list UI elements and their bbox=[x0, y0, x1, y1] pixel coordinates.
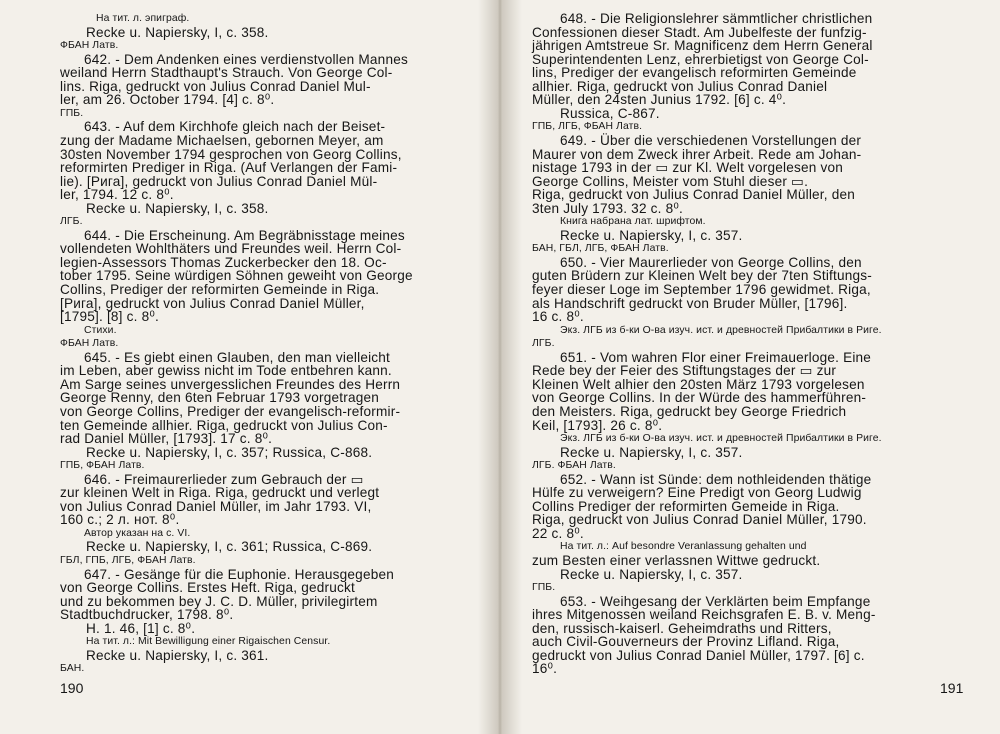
text-line: 650. - Vier Maurerlieder von George Collins, den bbox=[560, 254, 862, 270]
text-line: 647. - Gesänge für die Euphonie. Herausgegeben bbox=[84, 566, 394, 582]
text-line: 645. - Es giebt einen Glauben, den man vielleicht bbox=[84, 349, 391, 365]
text-line: jährigen Amtstreue Sr. Magnificenz dem Herrn General bbox=[532, 38, 873, 54]
text-line: ЛГБ. bbox=[60, 216, 83, 228]
text-line: Книга набрана лат. шрифтом. bbox=[560, 216, 706, 228]
text-line: legien-Assessors Thomas Zuckerbecker den 18. Oc- bbox=[60, 254, 387, 270]
text-line: weiland Herrn Stadthaupt's Strauch. Von George Col- bbox=[60, 65, 393, 81]
text-line: von George Collins, Prediger der evangelisch-reformir- bbox=[60, 403, 401, 419]
text-line: Recke u. Napiersky, I, c. 357. bbox=[560, 566, 743, 582]
text-line: Автор указан на с. VI. bbox=[84, 527, 191, 539]
text-line: 30sten November 1794 gesprochen von Georg Collins, bbox=[60, 146, 402, 162]
text-line: ГПБ, ФБАН Латв. bbox=[60, 460, 145, 472]
text-line: Recke u. Napiersky, I, c. 357. bbox=[560, 444, 743, 460]
text-line: Keil, [1793]. 26 c. 8⁰. bbox=[532, 417, 663, 433]
text-line: 651. - Vom wahren Flor einer Freimauerloge. Eine bbox=[560, 349, 872, 365]
text-line: Rede bey der Feier des Stiftungstages der ▭ zur bbox=[532, 363, 837, 379]
text-line: Kleinen Welt alhier den 20sten März 1793 vorgelesen bbox=[532, 376, 865, 392]
text-line: ihres Mitgenossen weiland Reichsgrafen E. B. v. Meng- bbox=[532, 607, 876, 623]
text-line: 646. - Freimaurerlieder zum Gebrauch der ▭ bbox=[84, 471, 364, 487]
text-line: guten Brüdern zur Kleinen Welt bey der 7ten Stiftungs- bbox=[532, 268, 873, 284]
text-line: 22 c. 8⁰. bbox=[532, 525, 584, 541]
text-line: den Meisters. Riga, gedruckt bey George Friedrich bbox=[532, 403, 847, 419]
text-line: 642. - Dem Andenken eines verdienstvollen Mannes bbox=[84, 51, 408, 67]
text-line: 644. - Die Erscheinung. Am Begräbnisstage meines bbox=[84, 227, 405, 243]
text-line: Riga, gedruckt von Julius Conrad Daniel Müller, den bbox=[532, 187, 856, 203]
text-line: George Renny, den 6ten Februar 1793 vorgetragen bbox=[60, 390, 379, 406]
right-page bbox=[500, 0, 1000, 734]
text-line: und zu bekommen bey J. C. D. Müller, privilegirtem bbox=[60, 593, 378, 609]
text-line: lins. Riga, gedruckt von Julius Conrad Daniel Mul- bbox=[60, 78, 371, 94]
text-line: ФБАН Латв. bbox=[60, 338, 119, 350]
text-line: von Julius Conrad Daniel Müller, im Jahr 1793. VI, bbox=[60, 498, 372, 514]
text-line: Recke u. Napiersky, I, c. 358. bbox=[86, 200, 269, 216]
text-line: im Leben, aber gewiss nicht im Tode entbehren kann. bbox=[60, 363, 392, 379]
text-line: Collins Prediger der reformirten Gemeide in Riga. bbox=[532, 498, 840, 514]
text-line: Confessionen dieser Stadt. Am Jubelfeste der funfzig- bbox=[532, 24, 867, 40]
text-line: 648. - Die Religionslehrer sämmtlicher christlichen bbox=[560, 11, 873, 26]
text-line: nistage 1793 in der ▭ zur Kl. Welt vorgelesen von bbox=[532, 160, 844, 176]
text-line: als Handschrift gedruckt von Bruder Müller, [1796]. bbox=[532, 295, 848, 311]
text-line: 653. - Weihgesang der Verklärten beim Empfange bbox=[560, 593, 871, 609]
text-line: tober 1795. Seine würdigen Söhnen geweiht von George bbox=[60, 268, 413, 284]
text-line: Экз. ЛГБ из б-ки О-ва изуч. ист. и древностей Прибалтики в Риге. bbox=[560, 324, 882, 336]
text-line: Riga, gedruckt von Julius Conrad Daniel Müller, 1790. bbox=[532, 512, 867, 528]
text-line: БАН, ГБЛ, ЛГБ, ФБАН Латв. bbox=[532, 243, 669, 255]
text-line: На тит. л. эпиграф. bbox=[96, 13, 190, 24]
text-line: feyer dieser Loge im September 1796 gewidmet. Riga, bbox=[532, 282, 871, 297]
text-line: reformirten Prediger in Riga. (Auf Verlangen der Fami- bbox=[60, 160, 398, 176]
text-line: zur kleinen Welt in Riga. Riga, gedruckt und verlegt bbox=[60, 485, 380, 501]
text-line: den, russisch-kaiserl. Geheimdraths und Ritters, bbox=[532, 620, 832, 636]
text-line: Recke u. Napiersky, I, c. 358. bbox=[86, 24, 269, 40]
text-line: БАН. bbox=[60, 663, 85, 675]
text-line: Russica, C-867. bbox=[560, 105, 660, 121]
text-line: 652. - Wann ist Sünde: dem nothleidenden thätige bbox=[560, 471, 872, 487]
text-line: [1795]. [8] c. 8⁰. bbox=[60, 309, 159, 325]
text-line: Recke u. Napiersky, I, c. 357. bbox=[560, 227, 743, 243]
text-line: ФБАН Латв. bbox=[60, 40, 119, 52]
text-line: von George Collins. Erstes Heft. Riga, gedruckt bbox=[60, 580, 355, 596]
text-line: lie). [Рига], gedruckt von Julius Conrad Daniel Mül- bbox=[60, 173, 378, 189]
text-line: 16⁰. bbox=[532, 661, 558, 677]
text-line: Müller, den 24sten Junius 1792. [6] c. 4⁰. bbox=[532, 92, 787, 108]
text-line: ГБЛ, ГПБ, ЛГБ, ФБАН Латв. bbox=[60, 555, 196, 566]
text-line: ГПБ, ЛГБ, ФБАН Латв. bbox=[532, 121, 643, 133]
text-line: gedruckt von Julius Conrad Daniel Müller, 1797. [6] c. bbox=[532, 647, 865, 663]
text-line: rad Daniel Müller, [1793]. 17 c. 8⁰. bbox=[60, 431, 273, 447]
text-line: ГПБ. bbox=[60, 107, 84, 119]
page-number-left: 190 bbox=[60, 680, 84, 696]
text-line: Стихи. bbox=[84, 324, 117, 336]
text-line: На тит. л.: Auf besondre Veranlassung gehalten und bbox=[560, 541, 807, 553]
page-number-right: 191 bbox=[940, 680, 964, 696]
text-line: Maurer von dem Zweck ihrer Arbeit. Rede am Johan- bbox=[532, 146, 862, 162]
text-line: Recke u. Napiersky, I, c. 357; Russica, C-868. bbox=[86, 444, 373, 460]
text-line: 160 c.; 2 л. нот. 8⁰. bbox=[60, 512, 180, 528]
text-line: George Collins, Meister vom Stuhl dieser ▭. bbox=[532, 173, 809, 189]
text-line: Recke u. Napiersky, I, c. 361; Russica, C-869. bbox=[86, 539, 373, 555]
text-line: vollendeten Wohlthäters und Freundes weil. Herrn Col- bbox=[60, 241, 402, 257]
text-line: ler, am 26. October 1794. [4] c. 8⁰. bbox=[60, 92, 275, 108]
text-line: Collins, Prediger der reformirten Gemeinde in Riga. bbox=[60, 282, 380, 297]
text-line: Am Sarge seines unvergesslichen Freundes des Herrn bbox=[60, 376, 401, 392]
text-line: 643. - Auf dem Kirchhofe gleich nach der Beiset- bbox=[84, 119, 386, 135]
text-line: 16 c. 8⁰. bbox=[532, 309, 584, 325]
text-line: lins, Prediger der evangelisch reformirten Gemeinde bbox=[532, 65, 857, 81]
text-line: H. 1. 46, [1] c. 8⁰. bbox=[86, 620, 196, 636]
text-line: 649. - Über die verschiedenen Vorstellungen der bbox=[560, 132, 862, 148]
text-line: 3ten July 1793. 32 c. 8⁰. bbox=[532, 200, 684, 216]
text-line: ЛГБ. bbox=[532, 338, 555, 350]
text-line: Recke u. Napiersky, I, c. 361. bbox=[86, 647, 269, 663]
text-line: ler, 1794. 12 c. 8⁰. bbox=[60, 187, 174, 203]
text-line: На тит. л.: Mit Bewilligung einer Rigaischen Censur. bbox=[86, 636, 331, 648]
text-line: Hülfe zu verweigern? Eine Predigt von Georg Ludwig bbox=[532, 485, 862, 501]
text-line: ГПБ. bbox=[532, 582, 556, 594]
text-line: Stadtbuchdrucker, 1798. 8⁰. bbox=[60, 607, 234, 623]
text-line: zum Besten einer verlassnen Wittwe gedruckt. bbox=[532, 553, 821, 568]
text-line: von George Collins. In der Würde des hammerführen- bbox=[532, 390, 867, 406]
text-line: Superintendenten Lenz, ehrerbietigst von George Col- bbox=[532, 51, 869, 67]
text-line: zung der Madame Michaelsen, gebornen Meyer, am bbox=[60, 132, 384, 148]
text-line: [Рига], gedruckt von Julius Conrad Daniel Müller, bbox=[60, 295, 365, 311]
text-line: auch Civil-Gouverneurs der Provinz Lifland. Riga, bbox=[532, 634, 840, 650]
text-line: Экз. ЛГБ из б-ки О-ва изуч. ист. и древностей Прибалтики в Риге. bbox=[560, 433, 882, 445]
text-line: ten Gemeinde allhier. Riga, gedruckt von Julius Con- bbox=[60, 417, 388, 433]
text-line: allhier. Riga, gedruckt von Julius Conrad Daniel bbox=[532, 78, 828, 94]
text-line: ЛГБ. ФБАН Латв. bbox=[532, 460, 616, 472]
